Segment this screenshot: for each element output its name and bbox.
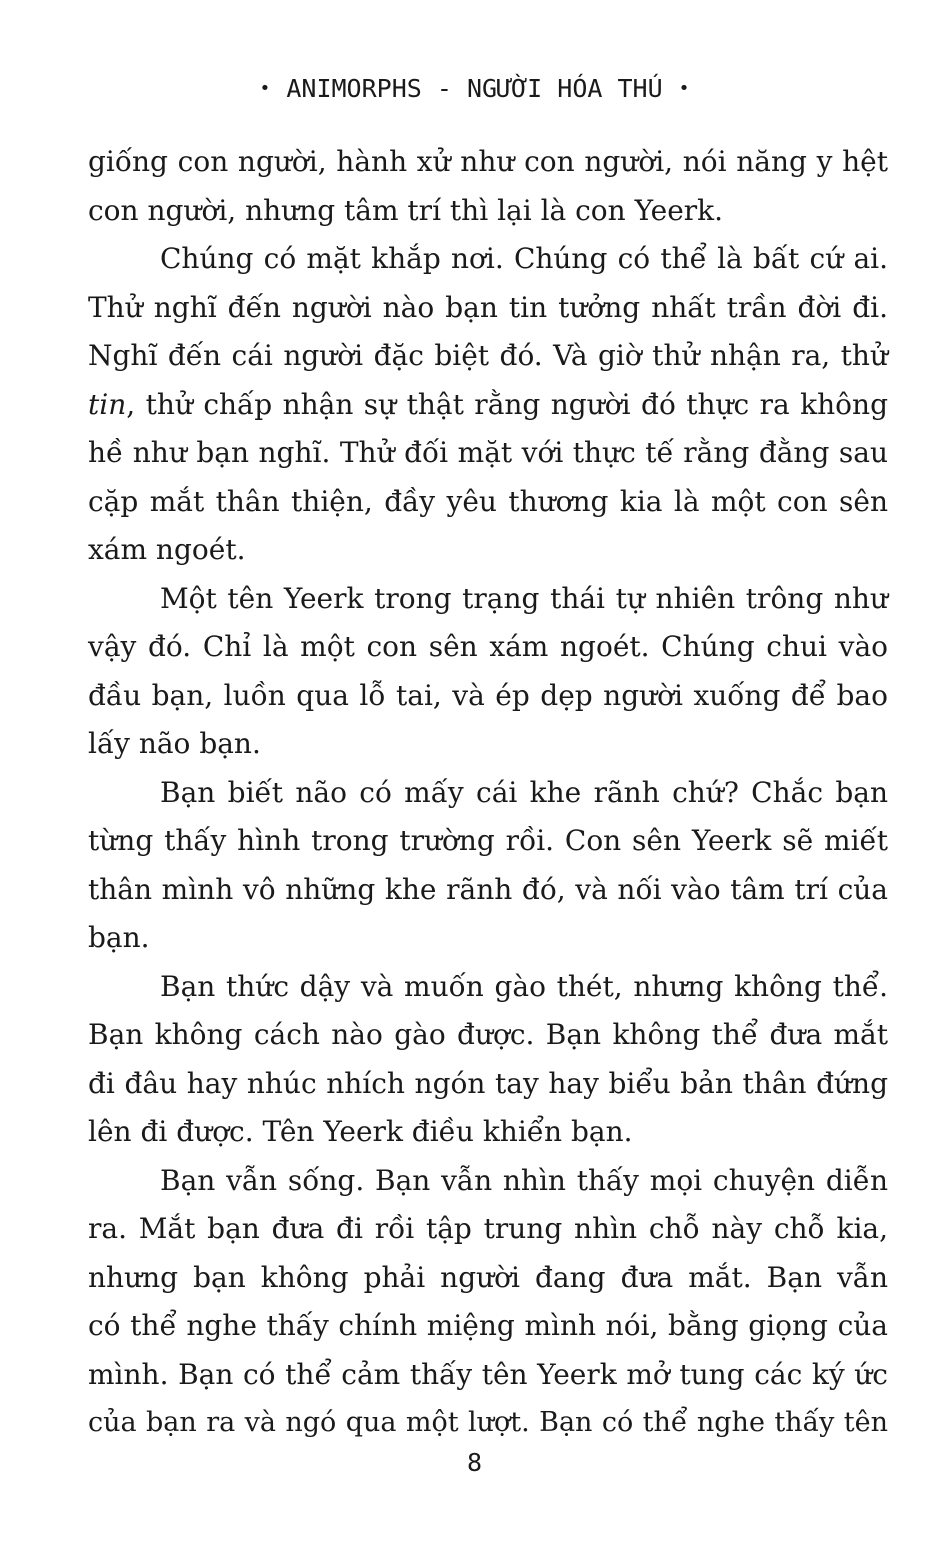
paragraph [88,138,888,235]
text-line: Thử nghĩ đến người nào bạn tin tưởng nhất trần đời đi. [88,290,888,324]
text-line: của bạn ra và ngó qua một lượt. Bạn có thể nghe thấy tên [88,1407,888,1438]
text-line: đi đâu hay nhúc nhích ngón tay hay biểu bản thân đứng [88,1066,888,1100]
text-line: giống con người, hành xử như con người, nói năng y hệt [88,145,888,178]
text-line: Chúng có mặt khắp nơi. Chúng có thể là bất cứ ai. [160,242,888,275]
text-line: Nghĩ đến cái người đặc biệt đó. Và giờ thử nhận ra, thử [88,339,888,372]
text-line: Bạn vẫn sống. Bạn vẫn nhìn thấy mọi chuyện diễn [160,1163,888,1197]
paragraph [88,1157,888,1448]
text-line: Một tên Yeerk trong trạng thái tự nhiên trông như [160,581,888,615]
running-header [0,74,949,103]
text-line: ra. Mắt bạn đưa đi rồi tập trung nhìn chỗ này chỗ kia, [88,1212,888,1245]
text-line: vậy đó. Chỉ là một con sên xám ngoét. Chúng chui vào [88,630,888,663]
paragraph [88,963,888,1157]
text-line: mình. Bạn có thể cảm thấy tên Yeerk mở tung các ký ức [88,1357,888,1391]
text-line: tin, thử chấp nhận sự thật rằng người đó thực ra không [88,387,888,421]
text-line: có thể nghe thấy chính miệng mình nói, bằng giọng của [88,1309,888,1342]
text-line: con người, nhưng tâm trí thì lại là con Yeerk. [88,193,724,227]
page-number: 8 [466,1448,483,1477]
text-line: Bạn biết não có mấy cái khe rãnh chứ? Chắc bạn [160,775,888,809]
text-line: xám ngoét. [88,533,246,566]
text-line: lấy não bạn. [88,727,261,760]
text-line: Bạn thức dậy và muốn gào thét, nhưng không thể. [160,969,888,1003]
text-line: cặp mắt thân thiện, đầy yêu thương kia là một con sên [88,484,888,518]
header-right-bullet: • [678,78,690,99]
body-text [88,138,888,1448]
text-line: lên đi được. Tên Yeerk điều khiển bạn. [88,1115,633,1148]
text-line: nhưng bạn không phải người đang đưa mắt. Bạn vẫn [88,1260,888,1294]
text-line: thân mình vô những khe rãnh đó, và nối vào tâm trí của [88,872,888,906]
header-left-bullet: • [259,78,271,99]
paragraph [88,575,888,769]
paragraph [88,769,888,963]
text-line: từng thấy hình trong trường rồi. Con sên Yeerk sẽ miết [88,824,888,857]
text-line: bạn. [88,921,150,954]
text-line: Bạn không cách nào gào được. Bạn không thể đưa mắt [88,1018,888,1051]
header-title: ANIMORPHS - NGƯỜI HÓA THÚ [286,74,663,103]
paragraph [88,235,888,575]
text-line: đầu bạn, luồn qua lỗ tai, và ép dẹp người xuống để bao [88,678,888,712]
text-line: hề như bạn nghĩ. Thử đối mặt với thực tế rằng đằng sau [88,436,888,469]
